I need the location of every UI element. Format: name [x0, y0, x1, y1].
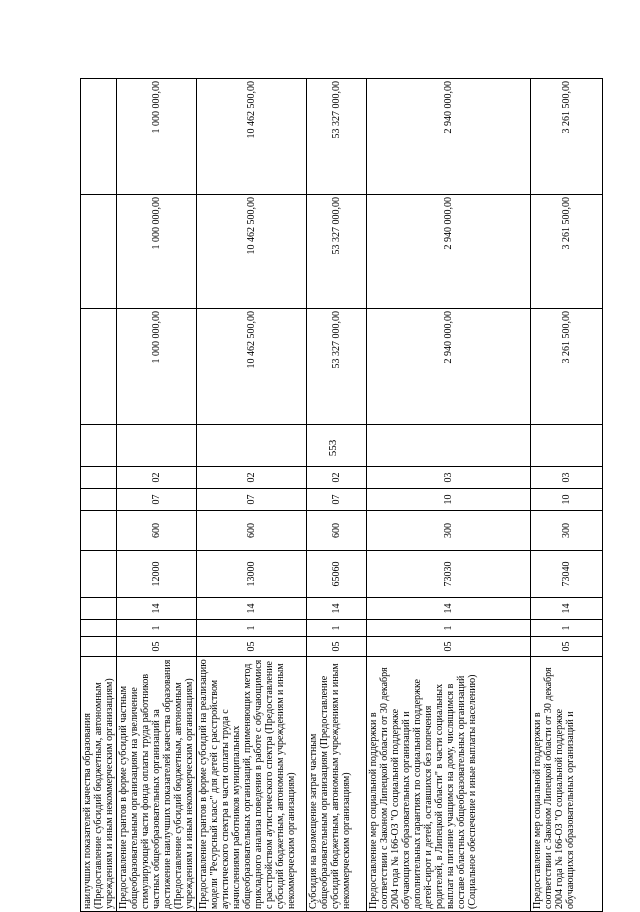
cell: 05	[367, 637, 531, 657]
amount-cell: 53 327 000,00	[307, 309, 367, 425]
cell: 12000	[117, 551, 197, 598]
amount-cell: 1 000 000,00	[117, 309, 197, 425]
cell: 02	[307, 467, 367, 489]
amount-cell: 3 261 500,00	[531, 195, 603, 309]
cell	[531, 425, 603, 467]
budget-table	[80, 78, 603, 912]
cell: 14	[117, 598, 197, 620]
cell	[197, 425, 307, 467]
cell: 05	[307, 637, 367, 657]
amount-cell	[81, 79, 117, 195]
cell: 600	[197, 511, 307, 551]
cell: 600	[307, 511, 367, 551]
amount-cell: 2 940 000,00	[367, 195, 531, 309]
cell: 03	[531, 467, 603, 489]
cell	[81, 551, 117, 598]
cell	[81, 467, 117, 489]
cell: 65060	[307, 551, 367, 598]
table-row	[117, 79, 197, 912]
cell	[307, 425, 367, 467]
amount-cell	[81, 309, 117, 425]
cell: 600	[117, 511, 197, 551]
amount-cell: 10 462 500,00	[197, 195, 307, 309]
cell: 14	[531, 598, 603, 620]
cell: 05	[197, 637, 307, 657]
table-row	[531, 79, 603, 912]
table-row	[367, 79, 531, 912]
cell: 1	[117, 620, 197, 637]
cell: 07	[307, 489, 367, 511]
amount-cell: 53 327 000,00	[307, 79, 367, 195]
cell	[81, 637, 117, 657]
cell	[367, 425, 531, 467]
row-name: Субсидия на возмещение затрат частным общеобразовательным организациям (Предоставление субсидий бюджетным, автономным учреждениям и иным некоммерческим организациям)	[307, 657, 367, 912]
amount-cell: 2 940 000,00	[367, 79, 531, 195]
cell: 10	[531, 489, 603, 511]
cell: 1	[367, 620, 531, 637]
cell: 13000	[197, 551, 307, 598]
amount-cell: 53 327 000,00	[307, 195, 367, 309]
row-name: наилучших показателей качества образования (Предоставление субсидий бюджетным, автономным учреждениям и иным некоммерческим организациям)	[81, 657, 117, 912]
row-name: Предоставление грантов в форме субсидий на реализацию модели "Ресурсный класс" для детей с расстройством аутистического спектра в части оплаты труда с начислениями работников муниципальных общеобразовательных организаций, применяющих метод прикладного анализа поведения в работе с обучающимися с расстройством аутистического спектра (Предоставление субсидий бюджетным, автономным учреждениям и иным некоммерческим организациям)	[197, 657, 307, 912]
amount-cell: 2 940 000,00	[367, 309, 531, 425]
cell: 07	[197, 489, 307, 511]
cell: 14	[197, 598, 307, 620]
cell: 14	[307, 598, 367, 620]
cell: 1	[197, 620, 307, 637]
cell: 1	[307, 620, 367, 637]
cell: 03	[367, 467, 531, 489]
cell: 05	[117, 637, 197, 657]
row-name: Предоставление грантов в форме субсидий частным общеобразовательным организациям на увеличение стимулирующей части фонда оплаты труда работников частных общеобразовательных организаций за достижение наилучших показателей качества образования (Предоставление субсидий бюджетным, автономным учреждениям и иным некоммерческим организациям)	[117, 657, 197, 912]
rotated-page	[80, 79, 593, 912]
cell: 05	[531, 637, 603, 657]
page-number: 553	[327, 439, 339, 457]
cell: 02	[117, 467, 197, 489]
cell	[81, 598, 117, 620]
amount-cell: 3 261 500,00	[531, 79, 603, 195]
row-name: Предоставление мер социальной поддержки в соответствии с Законом Липецкой области от 30 декабря 2004 года № 166-ОЗ "О социальной поддержке обучающихся образовательных организаций и	[531, 657, 603, 912]
amount-cell	[81, 195, 117, 309]
cell: 73030	[367, 551, 531, 598]
table-row	[307, 79, 367, 912]
cell: 1	[531, 620, 603, 637]
cell: 73040	[531, 551, 603, 598]
amount-cell: 1 000 000,00	[117, 79, 197, 195]
table-row	[81, 79, 117, 912]
cell	[81, 489, 117, 511]
amount-cell: 1 000 000,00	[117, 195, 197, 309]
amount-cell: 10 462 500,00	[197, 309, 307, 425]
amount-cell: 10 462 500,00	[197, 79, 307, 195]
cell: 10	[367, 489, 531, 511]
cell: 07	[117, 489, 197, 511]
row-name: Предоставление мер социальной поддержки в соответствии с Законом Липецкой области от 30 декабря 2004 года № 166-ОЗ "О социальной поддержке обучающихся образовательных организаций и дополнительных гарантиях по социальной поддержке детей-сирот и детей, оставшихся без попечения родителей, в Липецкой области" в части социальных выплат на питание учащимся на дому, числящимся в составе областных общеобразовательных организаций (Социальное обеспечение и иные выплаты населению)	[367, 657, 531, 912]
cell: 02	[197, 467, 307, 489]
cell	[81, 425, 117, 467]
cell	[81, 511, 117, 551]
table-row	[197, 79, 307, 912]
amount-cell: 3 261 500,00	[531, 309, 603, 425]
cell	[81, 620, 117, 637]
cell: 300	[531, 511, 603, 551]
cell: 14	[367, 598, 531, 620]
cell: 300	[367, 511, 531, 551]
cell	[117, 425, 197, 467]
